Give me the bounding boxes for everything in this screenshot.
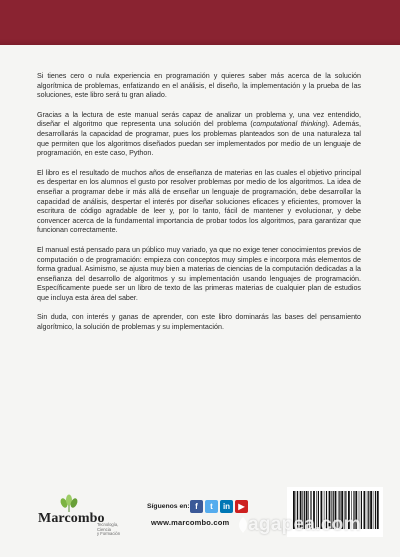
barcode-bar: [368, 491, 369, 529]
barcode-bar: [370, 491, 372, 529]
barcode-bar: [373, 491, 374, 529]
watermark-text: agapea.com: [248, 514, 361, 535]
linkedin-icon[interactable]: in: [220, 500, 233, 513]
emphasis-term: computational thinking: [252, 120, 326, 129]
barcode-bar: [367, 491, 368, 529]
leaf-logo-icon: [58, 493, 80, 513]
cover-top-band: [0, 0, 400, 45]
paragraph-5: Sin duda, con interés y ganas de aprender, con este libro dominarás las bases del pensamiento algorítmico, la solución de problemas y su implementación.: [37, 313, 361, 332]
barcode-bar: [377, 491, 379, 529]
paragraph-3: El libro es el resultado de muchos años de enseñanza de materias en las cuales el objetivo principal es despertar en los alumnos el gusto por resolver problemas por medio de los algoritmos. La idea de enseñar a programar debe ir más allá de enseñar un lenguaje de programación, debe desarrollar la capacidad de análisis, despertar el interés por diseñar soluciones eficaces y eficientes, promover la escritura de código agradable de leer y, por lo tanto, fácil de mantener y evolucionar, y debe convencer acerca de la fundamental importancia de probar todos los algoritmos, para garantizar que funcionan correctamente.: [37, 168, 361, 235]
twitter-icon[interactable]: t: [205, 500, 218, 513]
back-cover-text: [37, 72, 361, 343]
youtube-icon[interactable]: ▶: [235, 500, 248, 513]
paragraph-4: El manual está pensado para un público muy variado, ya que no exige tener conocimientos previos de computación o de programación: empieza con conceptos muy simples e incorpora más elementos de forma gradual. Asimismo, se ajusta muy bien a materias de ciencias de la computación dedicadas a la enseñanza del desarrollo de algoritmos y su implementación usando lenguajes de programación. Específicamente puede ser un libro de texto de las primeras materias de cualquier plan de estudios que incluya esta área del saber.: [37, 245, 361, 302]
facebook-icon[interactable]: f: [190, 500, 203, 513]
barcode-bar: [375, 491, 376, 529]
publisher-tagline: Tecnología, Ciencia y Formación: [97, 522, 121, 537]
publisher-website[interactable]: www.marcombo.com: [151, 518, 230, 527]
social-icons: [190, 500, 248, 513]
publisher-name: Marcombo: [38, 511, 105, 526]
paragraph-1: Si tienes cero o nula experiencia en programación y quieres saber más acerca de la solución algorítmica de problemas, enfatizando en el análisis, el diseño, la implementación y la prueba de las soluciones, este libro será tu gran aliado.: [37, 72, 361, 100]
barcode-bar: [364, 491, 366, 529]
paragraph-2: Gracias a la lectura de este manual serás capaz de analizar un problema y, una vez entendido, diseñar el algoritmo que representa una solución del problema (computational thinking). Además, desarrollarás la capacidad de programar, pues los problemas planteados son de una naturaleza tal que permiten que los algoritmos diseñados puedan ser implementados por medio de un lenguaje de programación, en este caso, Python.: [37, 110, 361, 158]
publisher-logo: [38, 493, 121, 538]
follow-label: Síguenos en:: [147, 503, 190, 510]
